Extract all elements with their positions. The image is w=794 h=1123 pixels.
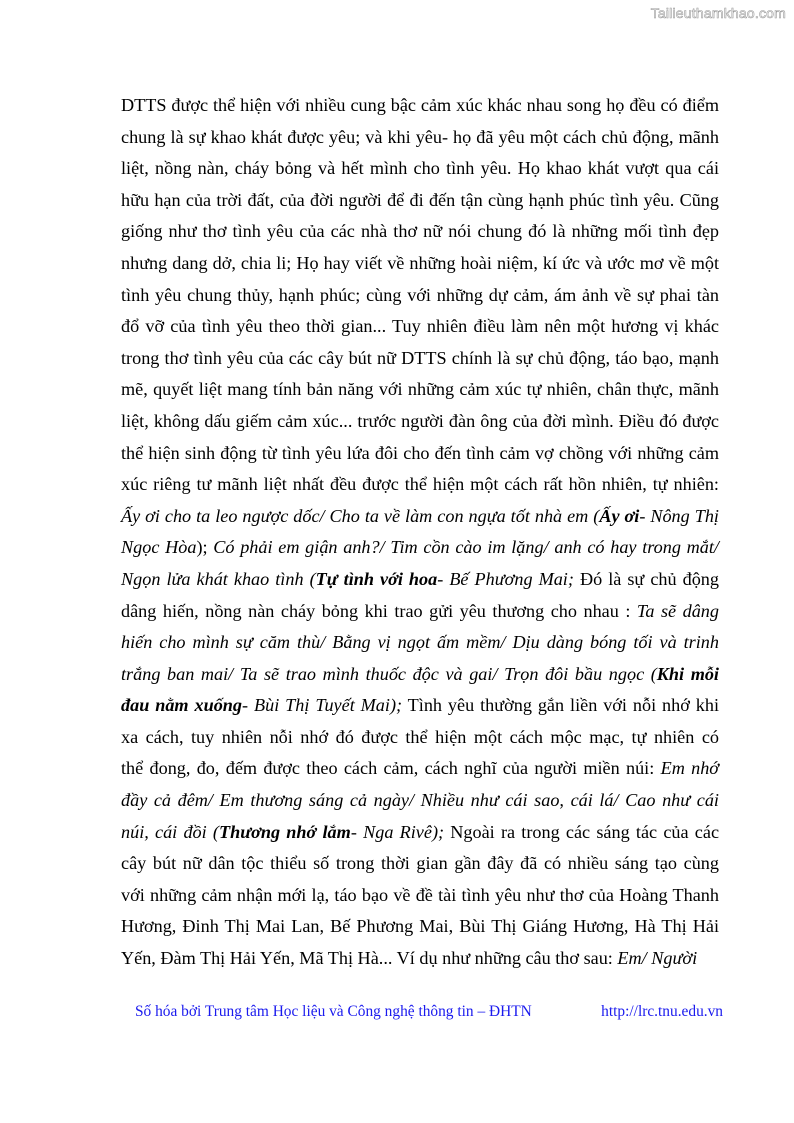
text-line	[121, 153, 719, 185]
text-line	[121, 438, 719, 470]
text-line	[121, 406, 719, 438]
text-run: xúc riêng tư mãnh liệt nhất đều được thể hiện một cách rất hồn nhiên, tự nhiên:	[121, 474, 719, 495]
body-text	[121, 90, 719, 975]
text-line	[121, 248, 719, 280]
text-line	[121, 817, 719, 849]
text-line	[121, 722, 719, 754]
poem-quote-run: đầy cả đêm/ Em thương sáng cả ngày/ Nhiều như cái sao, cái lá/ Cao như cái	[121, 790, 719, 811]
poem-quote-run: - Nông Thị	[639, 505, 719, 526]
text-line	[121, 374, 719, 406]
text-line	[121, 469, 719, 501]
poem-quote-run: trắng ban mai/ Ta sẽ trao mình thuốc độc và gai/ Trọn đôi bầu ngọc (	[121, 663, 657, 684]
text-run: hữu hạn của trời đất, của đời người để đi đến tận cùng hạnh phúc tình yêu. Cũng	[121, 189, 719, 210]
text-line	[121, 280, 719, 312]
watermark: Tailieuthamkhao.com	[650, 5, 786, 21]
text-run: cây bút nữ dân tộc thiểu số trong thời gian gần đây đã có nhiều sáng tạo cùng	[121, 853, 719, 874]
poem-quote-run: Có phải em giận anh?/ Tim cồn cào im lặng/ anh có hay trong mắt/	[213, 537, 719, 558]
text-line	[121, 880, 719, 912]
text-run: Tình yêu thường gắn liền với nỗi nhớ khi	[402, 695, 720, 716]
text-run: liệt, không dấu giếm cảm xúc... trước người đàn ông của đời mình. Điều đó được	[121, 410, 719, 431]
text-line	[121, 311, 719, 343]
text-run: xa cách, tuy nhiên nỗi nhớ đó được thể hiện một cách mộc mạc, tự nhiên có	[121, 726, 719, 747]
text-line	[121, 501, 719, 533]
poem-title-run: Khi mỗi	[656, 663, 719, 684]
poem-quote-run: - Bùi Thị Tuyết Mai);	[242, 695, 403, 716]
poem-title-run: Thương nhớ lắm	[218, 821, 351, 842]
text-run: Đó là sự chủ động	[573, 568, 719, 589]
text-run: thể hiện sinh động từ tình yêu lứa đôi cho đến tình cảm vợ chồng với những cảm	[121, 442, 719, 463]
text-run: Hương, Đinh Thị Mai Lan, Bế Phương Mai, Bùi Thị Giáng Hương, Hà Thị Hải	[121, 916, 719, 937]
text-line	[121, 911, 719, 943]
text-line	[121, 659, 719, 691]
poem-quote-run: hiến cho mình sự căm thù/ Bằng vị ngọt ấm mềm/ Dịu dàng bóng tối và trinh	[121, 632, 719, 653]
text-run: thể đong, đo, đếm được theo cách cảm, cách nghĩ của người miền núi:	[121, 758, 661, 779]
text-line	[121, 185, 719, 217]
text-run: nhưng dang dở, chia li; Họ hay viết về những hoài niệm, kí ức và ước mơ về một	[121, 252, 719, 273]
text-run: dâng hiến, nồng nàn cháy bỏng khi trao gửi yêu thương cho nhau :	[121, 600, 637, 621]
text-line	[121, 343, 719, 375]
poem-quote-run: núi, cái đồi (	[121, 821, 219, 842]
text-line	[121, 596, 719, 628]
poem-title-run: Ấy ơi	[599, 505, 640, 526]
poem-quote-run: Ngọn lửa khát khao tình (	[121, 568, 316, 589]
text-line	[121, 122, 719, 154]
text-run: trong thơ tình yêu của các cây bút nữ DTTS chính là sự chủ động, táo bạo, mạnh	[121, 347, 719, 368]
footer-credit: Số hóa bởi Trung tâm Học liệu và Công nghệ thông tin – ĐHTN	[135, 1003, 532, 1020]
text-line	[121, 848, 719, 880]
text-run: );	[196, 537, 214, 558]
text-run: với những cảm nhận mới lạ, táo bạo về đề tài tình yêu như thơ của Hoàng Thanh	[121, 884, 719, 905]
text-line	[121, 627, 719, 659]
text-run: mẽ, quyết liệt mang tính bản năng với những cảm xúc tự nhiên, chân thực, mãnh	[121, 379, 719, 400]
text-run: DTTS được thể hiện với nhiều cung bậc cảm xúc khác nhau song họ đều có điểm	[121, 95, 719, 115]
text-run: Yến, Đàm Thị Hải Yến, Mã Thị Hà... Ví dụ như những câu thơ sau:	[121, 948, 618, 969]
poem-title-run: đau nằm xuống	[121, 695, 243, 716]
poem-title-run: Tự tình với hoa	[315, 568, 438, 589]
text-run: liệt, nồng nàn, cháy bỏng và hết mình cho tình yêu. Họ khao khát vượt qua cái	[121, 158, 719, 179]
poem-quote-run: Ta sẽ dâng	[636, 600, 719, 621]
text-line	[121, 216, 719, 248]
text-run: Ngoài ra trong các sáng tác của các	[444, 821, 720, 842]
text-line	[121, 690, 719, 722]
text-line	[121, 943, 719, 975]
poem-quote-run: Ngọc Hòa	[121, 537, 197, 558]
text-run: tình yêu chung thủy, hạnh phúc; cùng với những dự cảm, ám ảnh về sự phai tàn	[121, 284, 719, 305]
text-run: chung là sự khao khát được yêu; và khi yêu- họ đã yêu một cách chủ động, mãnh	[121, 126, 719, 147]
text-run: đổ vỡ của tình yêu theo thời gian... Tuy nhiên điều làm nên một hương vị khác	[121, 316, 719, 337]
text-line	[121, 785, 719, 817]
text-run: giống như thơ tình yêu của các nhà thơ nữ nói chung đó là những mối tình đẹp	[121, 221, 719, 242]
text-line	[121, 753, 719, 785]
footer-link[interactable]: http://lrc.tnu.edu.vn	[601, 1003, 723, 1020]
poem-quote-run: - Nga Rivê);	[350, 821, 445, 842]
text-line	[121, 564, 719, 596]
text-line	[121, 90, 719, 122]
poem-quote-run: Em nhớ	[660, 758, 720, 779]
text-line	[121, 532, 719, 564]
poem-quote-run: Em/ Người	[617, 948, 698, 969]
poem-quote-run: Ấy ơi cho ta leo ngược dốc/ Cho ta về làm con ngựa tốt nhà em (	[121, 505, 600, 526]
poem-quote-run: - Bế Phương Mai;	[437, 568, 574, 589]
